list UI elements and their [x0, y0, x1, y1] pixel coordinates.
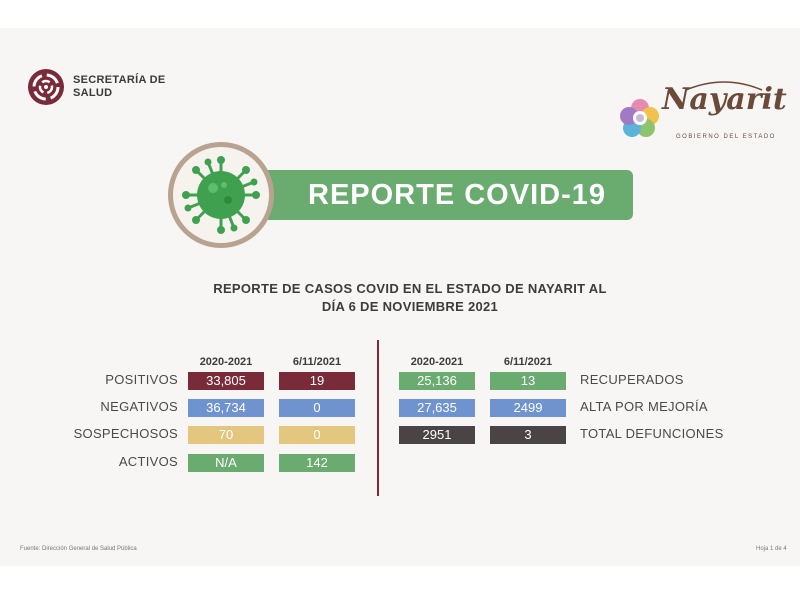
- defunciones-period-value: 2951: [399, 426, 475, 444]
- gobierno-subtitle: GOBIERNO DEL ESTADO: [676, 134, 776, 140]
- logo-text-line1: SECRETARÍA DE: [73, 74, 166, 86]
- subtitle-line1: REPORTE DE CASOS COVID EN EL ESTADO DE NAYARIT AL: [213, 281, 607, 296]
- row-label-sospechosos: SOSPECHOSOS: [73, 426, 178, 441]
- footer-source: Fuente: Dirección General de Salud Pública: [20, 546, 137, 552]
- slide: [0, 28, 800, 566]
- subtitle-line2: DÍA 6 DE NOVIEMBRE 2021: [321, 299, 499, 314]
- row-label-alta-mejoria: ALTA POR MEJORÍA: [580, 399, 708, 414]
- negativos-day-value: 0: [279, 399, 355, 417]
- nayarit-flower-icon: [618, 96, 662, 140]
- row-label-negativos: NEGATIVOS: [100, 399, 178, 414]
- activos-day-value: 142: [279, 454, 355, 472]
- left-header-period: 2020-2021: [199, 356, 253, 368]
- nayarit-logo: [618, 56, 787, 146]
- activos-period-value: N/A: [188, 454, 264, 472]
- row-label-activos: ACTIVOS: [118, 454, 178, 469]
- negativos-period-value: 36,734: [188, 399, 264, 417]
- report-subtitle: [150, 280, 670, 316]
- logo-text-line2: SALUD: [73, 87, 113, 99]
- alta-mejoria-day-value: 2499: [490, 399, 566, 417]
- alta-mejoria-period-value: 27,635: [399, 399, 475, 417]
- nayarit-wordmark: Nayarit: [662, 82, 787, 117]
- virus-icon: [166, 140, 276, 250]
- salud-emblem-icon: [27, 68, 65, 106]
- sospechosos-period-value: 70: [188, 426, 264, 444]
- positivos-period-value: 33,805: [188, 372, 264, 390]
- banner-title: REPORTE COVID-19: [308, 179, 606, 211]
- secretaria-salud-logo: [27, 68, 166, 106]
- virus-medallion: [166, 140, 276, 250]
- sospechosos-day-value: 0: [279, 426, 355, 444]
- defunciones-day-value: 3: [490, 426, 566, 444]
- right-header-day: 6/11/2021: [503, 356, 553, 368]
- positivos-day-value: 19: [279, 372, 355, 390]
- row-label-positivos: POSITIVOS: [105, 372, 178, 387]
- recuperados-day-value: 13: [490, 372, 566, 390]
- column-divider: [377, 340, 379, 496]
- footer-page: Hoja 1 de 4: [756, 546, 787, 552]
- row-label-recuperados: RECUPERADOS: [580, 372, 684, 387]
- report-banner: [248, 170, 633, 220]
- right-header-period: 2020-2021: [410, 356, 464, 368]
- recuperados-period-value: 25,136: [399, 372, 475, 390]
- left-header-day: 6/11/2021: [292, 356, 342, 368]
- row-label-total-defunciones: TOTAL DEFUNCIONES: [580, 426, 724, 441]
